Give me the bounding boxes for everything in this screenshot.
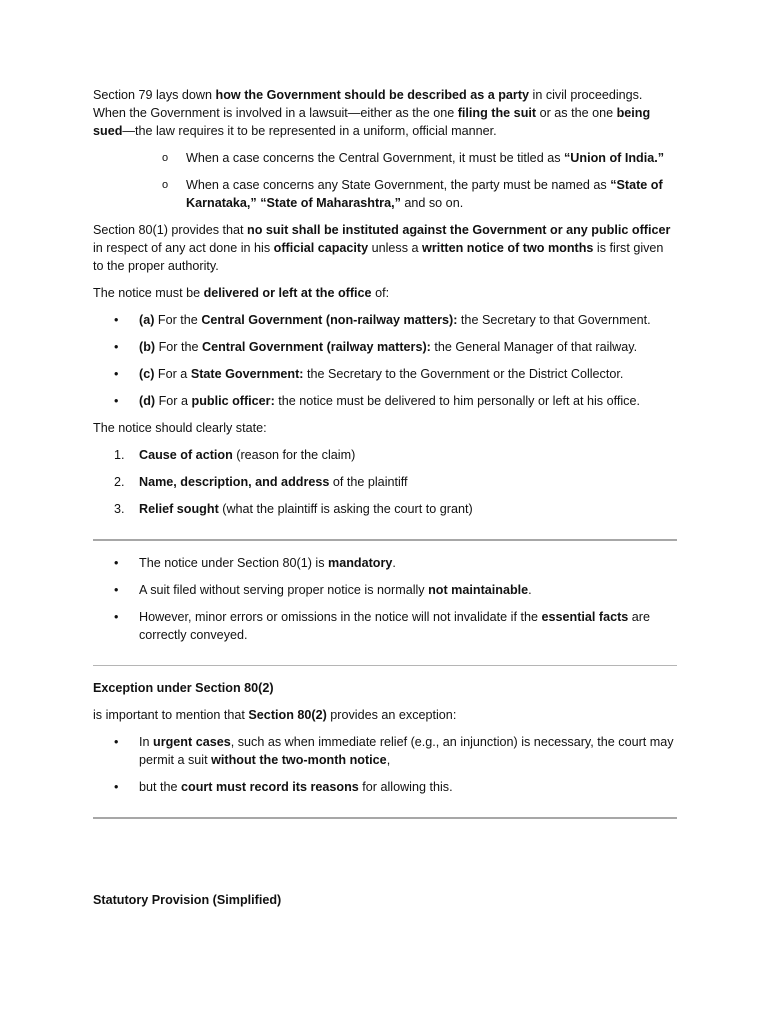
bullet-icon: • xyxy=(114,340,119,354)
list-item: • A suit filed without serving proper notice is normally not maintainable. xyxy=(114,583,532,597)
list-item: • In urgent cases, such as when immediate relief (e.g., an injunction) is necessary, the court may permit a suit without the two-month notice, xyxy=(114,735,674,767)
bullet-icon: • xyxy=(114,583,119,597)
bullet-icon: • xyxy=(114,556,119,570)
list-number: 2. xyxy=(114,475,125,489)
list-number: 3. xyxy=(114,502,125,516)
document-body xyxy=(93,86,677,918)
party-naming-list xyxy=(93,149,677,212)
notice-rules-list xyxy=(93,554,677,644)
bullet-icon: • xyxy=(114,367,119,381)
bullet-icon: • xyxy=(114,610,119,624)
list-item: • However, minor errors or omissions in the notice will not invalidate if the essential facts are correctly conveyed. xyxy=(114,610,650,642)
bullet-icon: • xyxy=(114,313,119,327)
office-list xyxy=(93,311,677,410)
bullet-icon: • xyxy=(114,780,119,794)
list-item: 3. Relief sought (what the plaintiff is asking the court to grant) xyxy=(114,502,473,516)
list-item: o When a case concerns the Central Government, it must be titled as “Union of India.” xyxy=(162,151,665,165)
list-number: 1. xyxy=(114,448,125,462)
list-item: 2. Name, description, and address of the plaintiff xyxy=(114,475,408,489)
list-item: o When a case concerns any State Government, the party must be named as “State of Karnataka,” “State of Maharashtra,” and so on. xyxy=(162,178,663,210)
list-item: • (a) For the Central Government (non-railway matters): the Secretary to that Government. xyxy=(114,313,651,327)
list-item: • but the court must record its reasons for allowing this. xyxy=(114,780,453,794)
horizontal-divider xyxy=(93,539,677,541)
notice-contents-list xyxy=(93,446,677,518)
notice-state-heading: The notice should clearly state: xyxy=(93,421,267,435)
exception-paragraph: is important to mention that Section 80(2) provides an exception: xyxy=(93,708,457,722)
statutory-heading: Statutory Provision (Simplified) xyxy=(93,893,282,907)
blank-space xyxy=(93,832,677,891)
exception-heading: Exception under Section 80(2) xyxy=(93,681,274,695)
bullet-icon: • xyxy=(114,735,119,749)
list-item: • The notice under Section 80(1) is mandatory. xyxy=(114,556,396,570)
list-item: • (d) For a public officer: the notice must be delivered to him personally or left at his office. xyxy=(114,394,640,408)
delivery-paragraph: The notice must be delivered or left at the office of: xyxy=(93,286,390,300)
circle-bullet-icon: o xyxy=(162,152,169,164)
intro-paragraph: Section 79 lays down how the Government should be described as a party in civil proceedings. When the Government is involved in a lawsuit—either as the one filing the suit or as the one being sued—the law requires it to be represented in a uniform, official manner. xyxy=(93,88,651,138)
exception-list xyxy=(93,733,677,796)
circle-bullet-icon: o xyxy=(162,179,169,191)
list-item: • (b) For the Central Government (railway matters): the General Manager of that railway. xyxy=(114,340,638,354)
horizontal-divider xyxy=(93,817,677,819)
horizontal-divider xyxy=(93,665,677,666)
bullet-icon: • xyxy=(114,394,119,408)
section-80-paragraph: Section 80(1) provides that no suit shall be instituted against the Government or any public officer in respect of any act done in his official capacity unless a written notice of two months is first given to the proper authority. xyxy=(93,223,671,273)
list-item: • (c) For a State Government: the Secretary to the Government or the District Collector. xyxy=(114,367,624,381)
list-item: 1. Cause of action (reason for the claim) xyxy=(114,448,356,462)
